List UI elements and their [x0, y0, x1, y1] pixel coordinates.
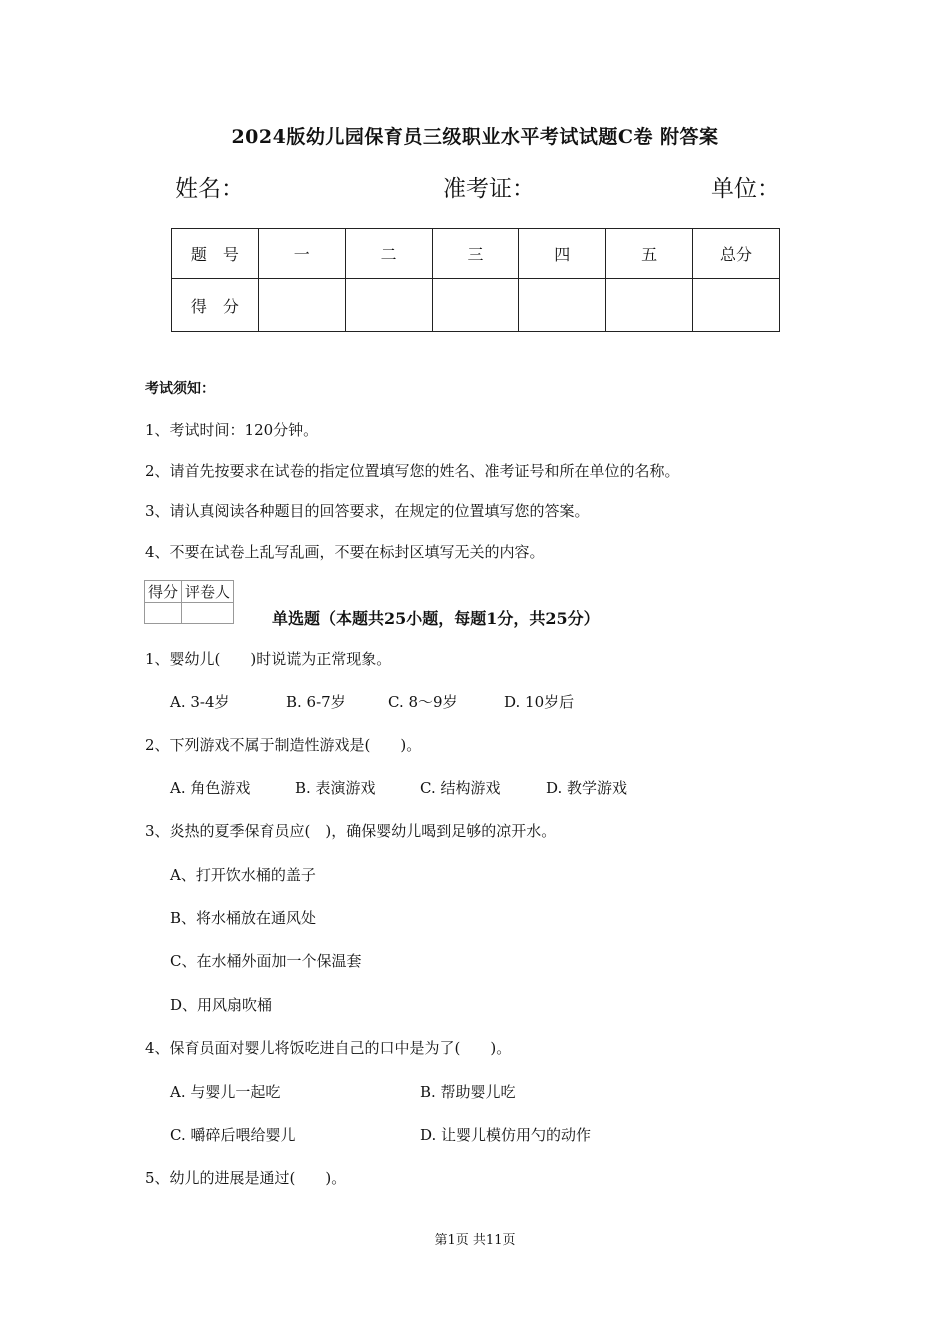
grader-score-label: 得分 [145, 581, 182, 603]
section-title: 单选题（本题共25小题，每题1分，共25分） [272, 609, 600, 628]
grader-score-cell[interactable] [145, 603, 182, 624]
question-option: D. 教学游戏 [546, 779, 628, 797]
question-option: B. 帮助婴儿吃 [420, 1083, 516, 1101]
exam-number-label: 准考证： [443, 176, 535, 202]
question-option: A. 角色游戏 [170, 779, 251, 797]
score-cell[interactable] [345, 279, 432, 332]
notice-item: 2、请首先按要求在试卷的指定位置填写您的姓名、准考证号和所在单位的名称。 [145, 462, 680, 480]
score-table-score-row [172, 279, 780, 332]
score-header-cell: 四 [519, 229, 606, 279]
score-header-cell: 总分 [693, 229, 780, 279]
question-option: B. 表演游戏 [295, 779, 376, 797]
notice-heading: 考试须知： [145, 381, 215, 397]
question-option: C. 嚼碎后喂给婴儿 [170, 1126, 296, 1144]
score-table-header-row [172, 229, 780, 279]
name-label: 姓名： [175, 176, 244, 202]
score-header-cell: 五 [606, 229, 693, 279]
page-footer: 第1页 共11页 [434, 1233, 516, 1248]
question-stem: 2、下列游戏不属于制造性游戏是( )。 [145, 736, 422, 754]
score-header-cell: 三 [432, 229, 519, 279]
grader-name-cell[interactable] [182, 603, 234, 624]
question-option: D. 10岁后 [504, 693, 575, 711]
question-option: A. 与婴儿一起吃 [170, 1083, 281, 1101]
score-header-cell: 一 [258, 229, 345, 279]
notice-item: 1、考试时间：120分钟。 [145, 421, 319, 439]
score-row-label: 得 分 [172, 279, 259, 332]
question-option: D、用风扇吹桶 [170, 996, 273, 1014]
score-table [171, 228, 780, 332]
unit-label: 单位： [711, 176, 780, 202]
question-stem: 1、婴幼儿( )时说谎为正常现象。 [145, 650, 392, 668]
question-option: C. 8～9岁 [388, 693, 458, 711]
score-header-cell: 二 [345, 229, 432, 279]
question-option: D. 让婴儿模仿用勺的动作 [420, 1126, 592, 1144]
notice-item: 4、不要在试卷上乱写乱画，不要在标封区填写无关的内容。 [145, 543, 545, 561]
question-option: B. 6-7岁 [286, 693, 346, 711]
question-option: B、将水桶放在通风处 [170, 909, 317, 927]
score-cell[interactable] [693, 279, 780, 332]
question-option: A. 3-4岁 [170, 693, 230, 711]
question-option: C、在水桶外面加一个保温套 [170, 952, 362, 970]
question-option: A、打开饮水桶的盖子 [170, 866, 316, 884]
page-title: 2024版幼儿园保育员三级职业水平考试试题C卷 附答案 [231, 126, 719, 148]
score-header-cell: 题 号 [172, 229, 259, 279]
score-cell[interactable] [519, 279, 606, 332]
score-cell[interactable] [258, 279, 345, 332]
question-stem: 5、幼儿的进展是通过( )。 [145, 1169, 347, 1187]
score-cell[interactable] [432, 279, 519, 332]
grader-box [144, 580, 234, 624]
grader-name-label: 评卷人 [182, 581, 234, 603]
notice-item: 3、请认真阅读各种题目的回答要求，在规定的位置填写您的答案。 [145, 502, 590, 520]
score-cell[interactable] [606, 279, 693, 332]
question-option: C. 结构游戏 [420, 779, 501, 797]
question-stem: 3、炎热的夏季保育员应( )，确保婴幼儿喝到足够的凉开水。 [145, 822, 557, 840]
question-stem: 4、保育员面对婴儿将饭吃进自己的口中是为了( )。 [145, 1039, 512, 1057]
